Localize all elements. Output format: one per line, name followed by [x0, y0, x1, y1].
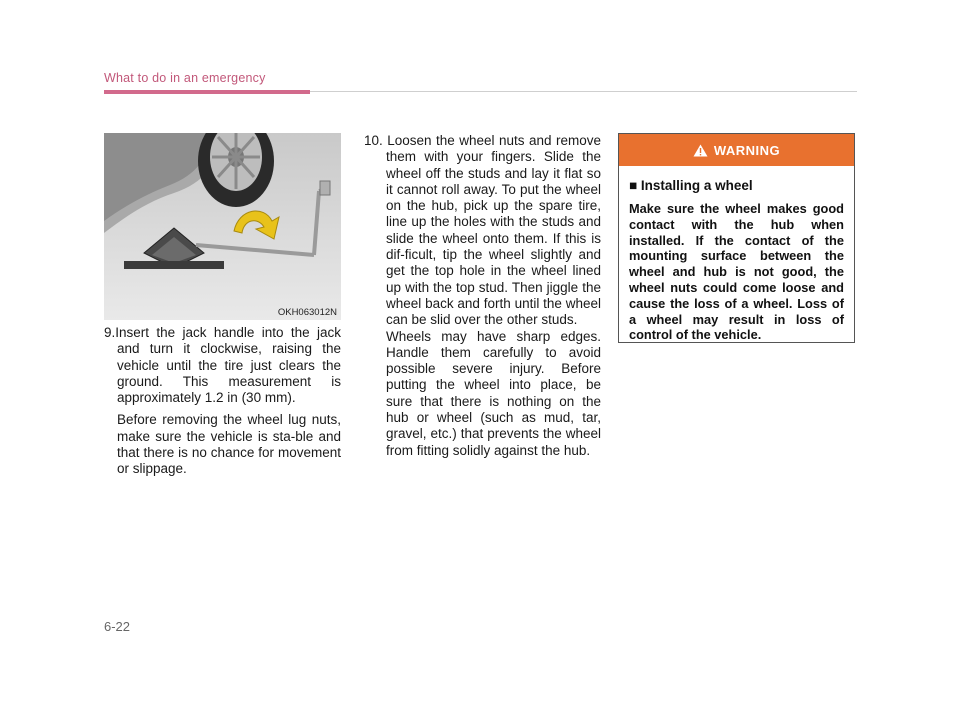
warning-title: ■ Installing a wheel — [629, 178, 753, 193]
header-rule-accent — [104, 90, 310, 94]
warning-triangle-icon — [693, 144, 708, 157]
step-9-text: 9.Insert the jack handle into the jack and turn it clockwise, raising the vehicle until the tire just clears the ground. This measurement is approximately 1.2 in (30 mm). — [104, 325, 341, 406]
warning-body: Make sure the wheel makes good contact with the hub when installed. If the contact of the mounting surface between the wheel and hub is not good, the wheel nuts could come loose and cause the loss of a wheel. Loss of a wheel may result in loss of control of the vehicle. — [629, 201, 844, 343]
page-number: 6-22 — [104, 619, 131, 634]
header-rule — [310, 91, 857, 92]
warning-box — [618, 133, 855, 343]
step-9-note: Before removing the wheel lug nuts, make sure the vehicle is sta-ble and that there is no chance for movement or slippage. — [117, 412, 341, 477]
step-9-column — [104, 325, 341, 478]
warning-label: WARNING — [713, 142, 781, 158]
figure-code: OKH063012N — [277, 307, 337, 318]
step-10-column — [364, 133, 601, 459]
jack-wheel-illustration — [104, 133, 341, 320]
step-10-note: Wheels may have sharp edges. Handle them carefully to avoid possible severe injury. Before putting the wheel into place, be sure that there is nothing on the hub or wheel (such as mud, tar, gravel, etc.) that prevents the wheel from fitting solidly against the hub. — [386, 328, 601, 458]
step-10-text: 10. Loosen the wheel nuts and remove them with your fingers. Slide the wheel off the studs and lay it flat so it cannot roll away. To put the wheel on the hub, pick up the spare tire, line up the holes with the studs and slide the wheel onto them. If this is dif-ficult, tip the wheel slightly and get the top hole in the wheel lined up with the top stud. Then jiggle the wheel back and forth until the wheel can be slid over the other studs. — [364, 133, 601, 328]
section-title: What to do in an emergency — [104, 71, 266, 85]
jack-illustration — [104, 133, 341, 320]
warning-header — [619, 134, 854, 166]
